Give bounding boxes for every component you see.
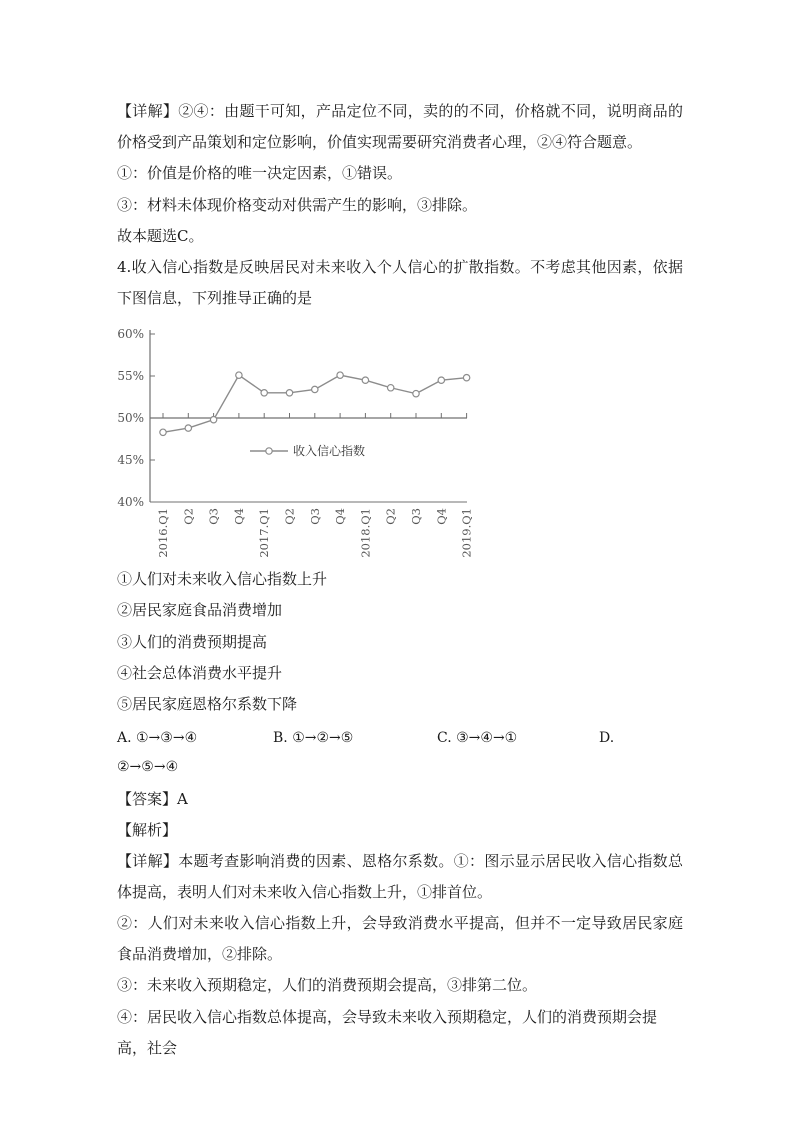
y-tick-label: 50% bbox=[117, 411, 144, 425]
y-tick-label: 45% bbox=[117, 453, 144, 467]
data-point bbox=[261, 390, 267, 396]
x-tick-label: Q3 bbox=[206, 508, 221, 525]
paragraph-conclusion: 故本题选C。 bbox=[117, 227, 204, 245]
x-tick-label: Q3 bbox=[307, 508, 322, 525]
analysis-paragraph-4: ④：居民收入信心指数总体提高，会导致未来收入预期稳定，人们的消费预期会提高，社会 bbox=[117, 1008, 658, 1057]
statement-3: ③人们的消费预期提高 bbox=[117, 633, 268, 651]
x-tick-label: 2019.Q1 bbox=[459, 508, 474, 558]
option-d-content: ②→⑤→④ bbox=[117, 759, 179, 775]
data-point bbox=[388, 385, 394, 391]
answer: 【答案】A bbox=[117, 790, 188, 808]
option-b: B. ①→②→⑤ bbox=[273, 730, 354, 746]
analysis-heading: 【解析】 bbox=[117, 821, 178, 839]
legend-label: 收入信心指数 bbox=[293, 444, 366, 458]
x-tick-label: Q2 bbox=[383, 508, 398, 525]
y-tick-label: 40% bbox=[117, 495, 144, 509]
x-tick-label: Q4 bbox=[434, 508, 449, 525]
data-point bbox=[236, 372, 242, 378]
paragraph-detail-1: 【详解】②④：由题干可知，产品定位不同，卖的的不同，价格就不同，说明商品的价格受到产品策划和定位影响，价值实现需要研究消费者心理，②④符合题意。 bbox=[117, 102, 683, 151]
option-a: A. ①→③→④ bbox=[117, 730, 198, 746]
analysis-paragraph-2: ②：人们对未来收入信心指数上升，会导致消费水平提高，但并不一定导致居民家庭食品消费增加，②排除。 bbox=[117, 914, 683, 963]
statement-5: ⑤居民家庭恩格尔系数下降 bbox=[117, 695, 298, 713]
data-point bbox=[413, 390, 419, 396]
option-d: D. bbox=[599, 730, 615, 746]
x-tick-label: Q4 bbox=[231, 508, 246, 525]
statement-4: ④社会总体消费水平提升 bbox=[117, 664, 283, 682]
x-tick-label: Q3 bbox=[409, 508, 423, 525]
option-c: C. ③→④→① bbox=[437, 730, 518, 746]
data-point bbox=[286, 390, 292, 396]
data-point bbox=[160, 429, 166, 435]
statement-2: ②居民家庭食品消费增加 bbox=[117, 601, 283, 619]
y-tick-label: 60% bbox=[117, 327, 144, 341]
data-point bbox=[185, 425, 191, 431]
x-tick-label: Q4 bbox=[333, 508, 348, 525]
legend bbox=[250, 443, 365, 458]
series-line bbox=[163, 375, 467, 432]
x-tick-label: 2017.Q1 bbox=[257, 508, 272, 558]
data-point bbox=[312, 386, 318, 392]
data-point bbox=[337, 372, 343, 378]
paragraph-detail-3: ③：材料未体现价格变动对供需产生的影响，③排除。 bbox=[117, 196, 478, 214]
data-point bbox=[438, 377, 444, 383]
analysis-paragraph-3: ③：未来收入预期稳定，人们的消费预期会提高，③排第二位。 bbox=[117, 976, 538, 994]
income-confidence-chart bbox=[110, 322, 480, 562]
x-tick-label: Q2 bbox=[282, 508, 297, 525]
data-point bbox=[463, 374, 469, 380]
y-tick-label: 55% bbox=[117, 369, 144, 383]
data-point bbox=[362, 377, 368, 383]
legend-marker bbox=[266, 448, 272, 454]
x-tick-label: 2016.Q1 bbox=[156, 508, 170, 558]
statement-1: ①人们对未来收入信心指数上升 bbox=[117, 570, 328, 588]
data-point bbox=[210, 416, 216, 422]
analysis-paragraph-1: 【详解】本题考查影响消费的因素、恩格尔系数。①：图示显示居民收入信心指数总体提高，表明人们对未来收入信心指数上升，①排首位。 bbox=[117, 852, 683, 901]
paragraph-detail-2: ①：价值是价格的唯一决定因素，①错误。 bbox=[117, 164, 403, 182]
x-tick-label: Q2 bbox=[181, 508, 196, 525]
x-tick-label: 2018.Q1 bbox=[358, 508, 373, 558]
question-4-stem: 4.收入信心指数是反映居民对未来收入个人信心的扩散指数。不考虑其他因素，依据下图信息，下列推导正确的是 bbox=[117, 258, 683, 307]
